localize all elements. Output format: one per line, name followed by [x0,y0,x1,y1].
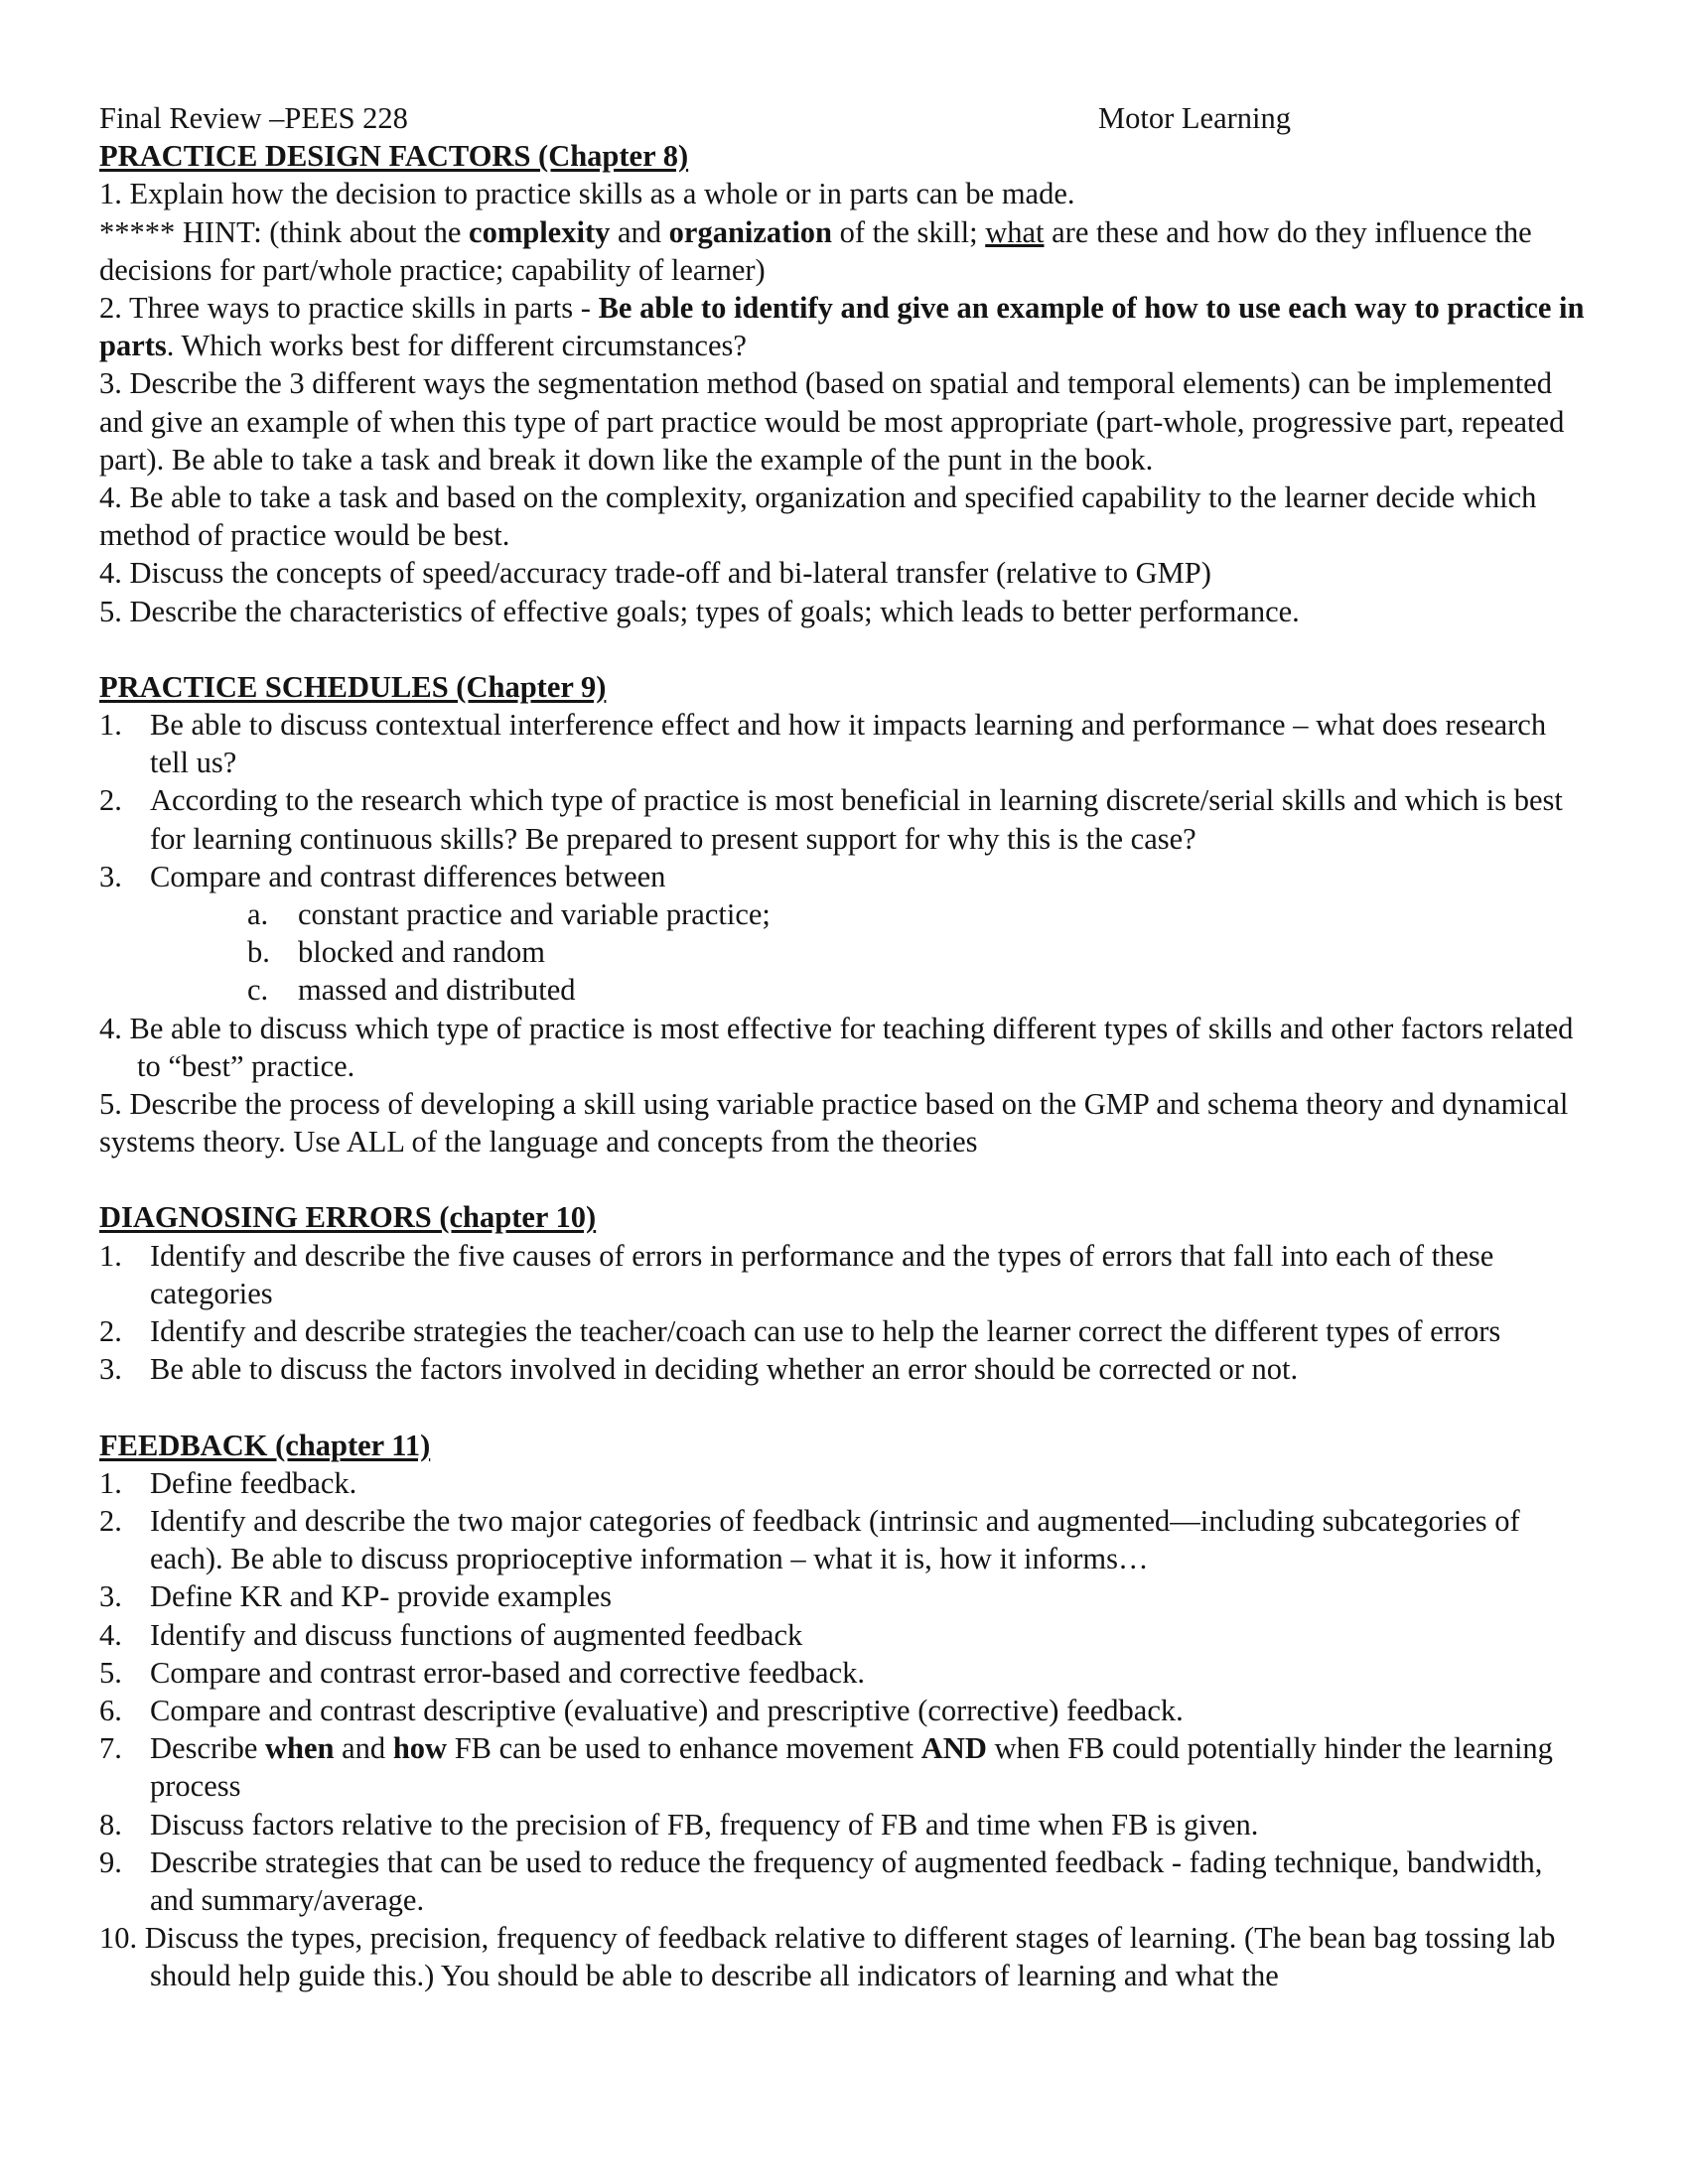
item-text: According to the research which type of practice is most beneficial in learning discrete/serial skills and which is best for learning continuous skills? Be prepared to present support for why this is the case? [150,783,1563,856]
section-heading: PRACTICE SCHEDULES (Chapter 9) [99,669,607,704]
list-item [99,1502,1589,1577]
item-number: 1. [99,708,122,743]
item-number: 6. [99,1693,122,1727]
section-practice-design-factors [99,137,1589,630]
hint-bold-complexity: complexity [469,214,611,249]
hint-text: of the skill; [832,214,986,249]
item-number: 5. [99,1655,122,1690]
section-heading: FEEDBACK (chapter 11) [99,1428,431,1462]
item-text: 2. Three ways to practice skills in parts - [99,291,599,326]
item-number: 1. [99,1238,122,1273]
list-item [99,1616,1589,1654]
section-diagnosing-errors [99,1198,1589,1388]
list-item: 4. Be able to discuss which type of practice is most effective for teaching different types of skills and other factors related to “best” practice. [99,1011,1574,1083]
list-item: 4. Be able to take a task and based on the complexity, organization and specified capability to the learner decide which method of practice would be best. [99,480,1537,553]
item-number: 9. [99,1844,122,1879]
hint-text: and [610,214,669,249]
list-item [99,1729,1589,1805]
item-text: Identify and describe the two major categories of feedback (intrinsic and augmented—including subcategories of each). Be able to discuss proprioceptive information – what it is, how it informs… [150,1503,1520,1576]
item-text: Identify and discuss functions of augmented feedback [150,1617,803,1652]
sub-item-letter: a. [247,897,269,932]
item-text: Be able to discuss the factors involved in deciding whether an error should be corrected or not. [150,1352,1299,1387]
item-number: 2. [99,783,122,818]
bold-how: how [392,1731,448,1766]
item-number: 7. [99,1731,122,1766]
item-bold-text: Be able to identify and give an example of how to use each way to practice in parts [99,291,1585,363]
sub-item-text: massed and distributed [298,973,576,1008]
bold-when: when [265,1731,335,1766]
item-text: Define feedback. [150,1465,357,1500]
item-number: 4. [99,1617,122,1652]
section-practice-schedules [99,668,1589,1161]
list-item [99,1312,1589,1350]
list-item [99,1843,1589,1919]
list-item [99,1806,1589,1843]
sub-item [99,895,1589,933]
section-heading: PRACTICE DESIGN FACTORS (Chapter 8) [99,139,689,174]
item-number: 2. [99,1503,122,1538]
section-heading: DIAGNOSING ERRORS (chapter 10) [99,1200,597,1235]
bold-and: AND [920,1731,987,1766]
hint-text: are these and how do they influence the decisions for part/whole practice; capability of learner) [99,214,1532,287]
hint-bold-organization: organization [668,214,833,249]
list-item [99,1237,1589,1312]
hint-paragraph [99,213,1589,289]
item-number: 3. [99,1579,122,1614]
text-run: when FB could potentially hinder the learning process [150,1731,1553,1804]
course-subject: Motor Learning [1098,101,1291,135]
list-item [99,1350,1589,1388]
item-text: Compare and contrast differences between [150,859,666,893]
text-run: FB can be used to enhance movement [447,1731,921,1766]
item-text [150,1729,1589,1805]
list-item: 4. Discuss the concepts of speed/accuracy trade-off and bi-lateral transfer (relative to GMP) [99,556,1211,591]
item-text: Identify and describe strategies the teacher/coach can use to help the learner correct the different types of errors [150,1314,1501,1349]
course-title: Final Review –PEES 228 [99,101,408,135]
sub-item [99,933,1589,971]
item-text: Identify and describe the five causes of errors in performance and the types of errors that fall into each of these categories [150,1238,1494,1310]
document-page [99,99,1589,1995]
item-text: Define KR and KP- provide examples [150,1579,613,1614]
list-item [99,1654,1589,1692]
list-item [99,781,1589,857]
hint-underline-what: what [985,214,1045,249]
sub-item-text: constant practice and variable practice; [298,897,771,932]
list-item [99,1692,1589,1729]
item-number: 8. [99,1807,122,1842]
sub-item [99,971,1589,1009]
text-run: Describe [150,1731,266,1766]
list-item: 5. Describe the process of developing a skill using variable practice based on the GMP and schema theory and dynamical systems theory. Use ALL of the language and concepts from the theories [99,1087,1569,1160]
item-number: 3. [99,859,122,893]
item-text: . Which works best for different circumstances? [166,329,747,363]
list-item: 3. Describe the 3 different ways the segmentation method (based on spatial and temporal elements) can be implemented and give an example of when this type of part practice would be most appropriate (part-whole, progressive part, repeated part). Be able to take a task and break it down like the example of the punt in the book. [99,366,1565,477]
item-text: Be able to discuss contextual interference effect and how it impacts learning and performance – what does research tell us? [150,708,1547,780]
item-number: 2. [99,1314,122,1349]
sub-item-letter: b. [247,935,270,970]
list-item [99,706,1589,781]
list-item [99,1464,1589,1502]
item-text: Compare and contrast error-based and corrective feedback. [150,1655,866,1690]
list-item: 5. Describe the characteristics of effective goals; types of goals; which leads to better performance. [99,594,1300,628]
list-item [99,858,1589,895]
text-run: and [334,1731,393,1766]
list-item [99,1577,1589,1615]
section-feedback [99,1427,1589,1995]
list-item: 10. Discuss the types, precision, frequency of feedback relative to different stages of learning. (The bean bag tossing lab should help guide this.) You should be able to describe all indicators of learning and what the [99,1921,1556,1993]
item-number: 3. [99,1352,122,1387]
item-text: Discuss factors relative to the precision of FB, frequency of FB and time when FB is given. [150,1807,1259,1842]
item-number: 1. [99,1465,122,1500]
item-text: Describe strategies that can be used to reduce the frequency of augmented feedback - fading technique, bandwidth, and summary/average. [150,1844,1543,1917]
item-text: Compare and contrast descriptive (evaluative) and prescriptive (corrective) feedback. [150,1693,1184,1727]
sub-item-letter: c. [247,973,269,1008]
list-item [99,289,1589,364]
page-header [99,99,1291,137]
hint-text: ***** HINT: (think about the [99,214,470,249]
list-item: 1. Explain how the decision to practice skills as a whole or in parts can be made. [99,177,1075,211]
sub-item-text: blocked and random [298,935,546,970]
